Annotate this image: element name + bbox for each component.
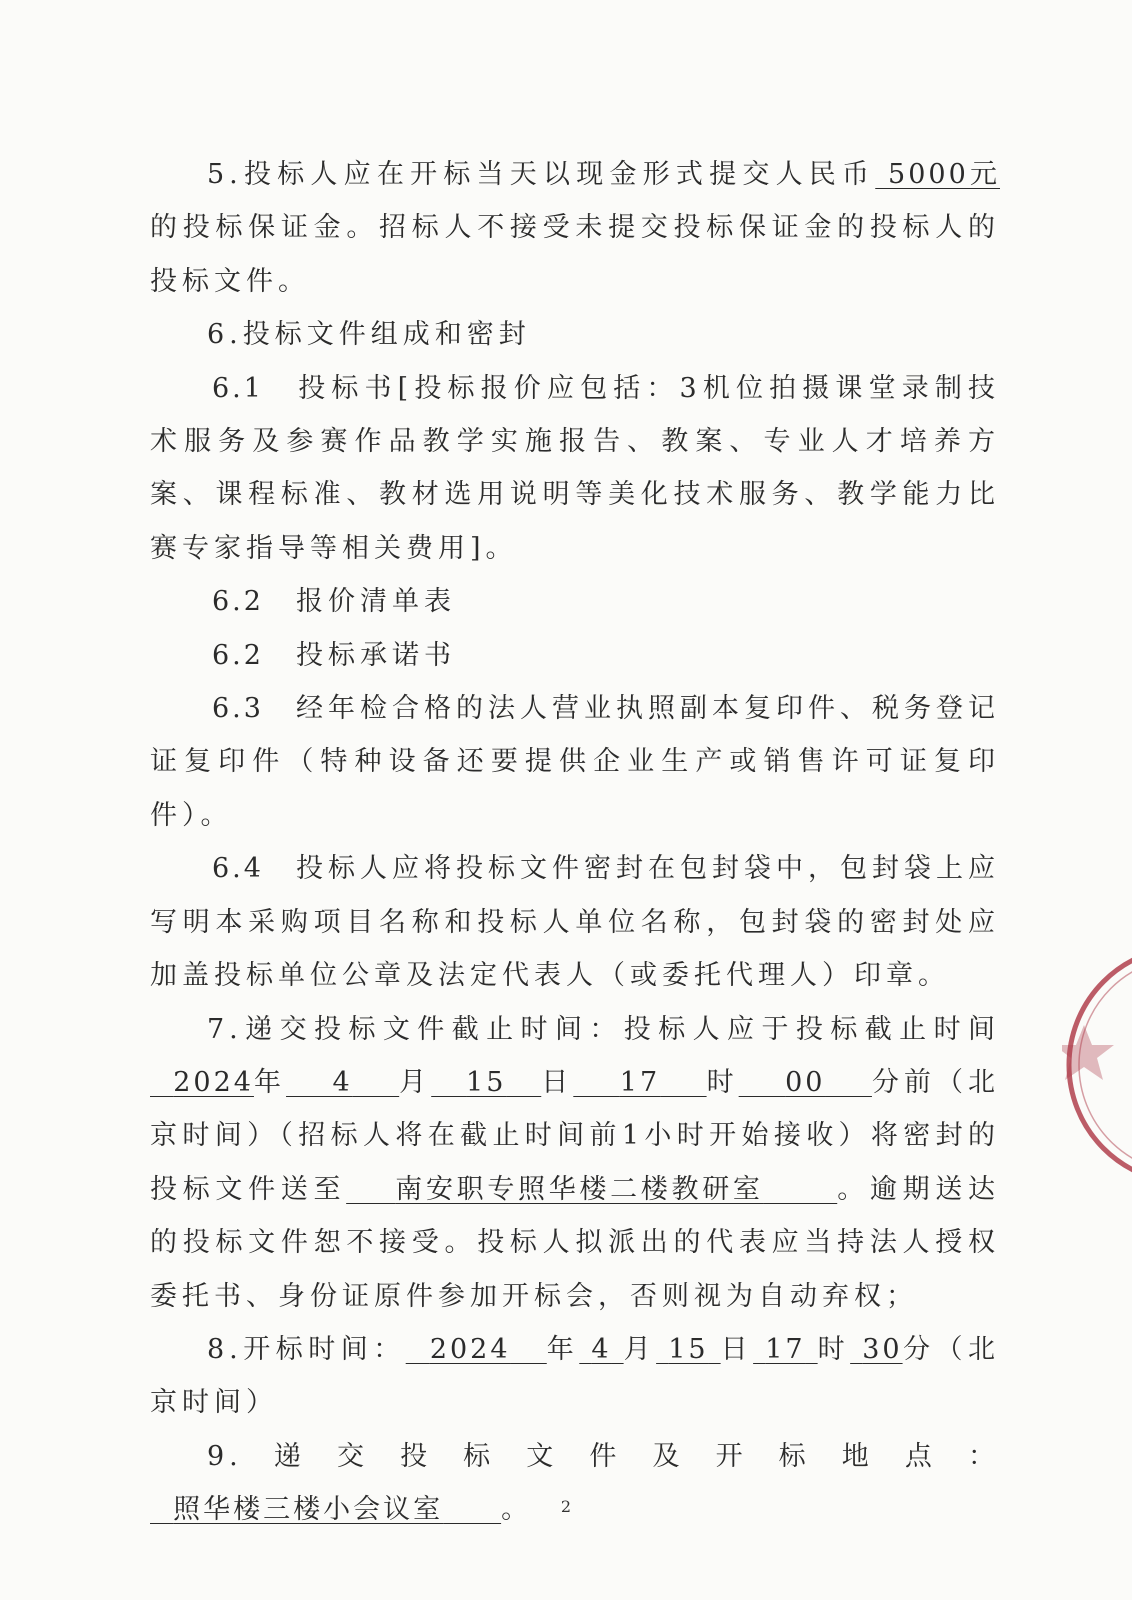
opening-month: [579, 1334, 623, 1365]
official-seal: [1062, 940, 1132, 1190]
deadline-month: [286, 1067, 399, 1098]
deadline-minute: [739, 1067, 872, 1098]
opening-minute-value: 30: [862, 1333, 903, 1365]
deadline-year-unit: 年: [253, 1066, 287, 1098]
venue-end: 。: [501, 1494, 534, 1526]
deadline-month-value: 4: [332, 1066, 353, 1098]
paragraph-6-2-commitment: [150, 629, 1000, 682]
section-number: 6.2: [212, 639, 264, 671]
paragraph-7: [150, 1003, 1000, 1323]
section-text: 投标人应将投标文件密封在包封袋中，包封袋上应写明本采购项目名称和投标人单位名称，包封袋的密封处应加盖投标单位公章及法定代表人（或委托代理人）印章。: [150, 853, 1001, 992]
opening-month-unit: 月: [623, 1333, 657, 1365]
deadline-month-unit: 月: [399, 1066, 432, 1098]
section-text: 投标承诺书: [295, 639, 456, 671]
deadline-year-value: 2024: [173, 1066, 254, 1098]
opening-year-unit: 年: [546, 1333, 580, 1365]
deadline-hour-unit: 时: [706, 1066, 739, 1098]
deadline-minute-value: 00: [785, 1066, 826, 1098]
deadline-year: [150, 1067, 254, 1098]
paragraph-6-3: [150, 682, 1000, 842]
opening-day-value: 15: [668, 1333, 709, 1365]
section-text: 报价清单表: [295, 586, 456, 618]
opening-minute: [850, 1334, 902, 1365]
section-number: 6.2: [212, 586, 264, 618]
deposit-clause-rest: 的投标保证金。招标人不接受未提交投标保证金的投标人的投标文件。: [150, 212, 1000, 297]
deadline-hour-value: 17: [619, 1066, 661, 1098]
opening-lead: 8.开标时间：: [207, 1333, 406, 1365]
section-text: 投标书[投标报价应包括：3机位拍摄课堂录制技术服务及参赛作品教学实施报告、教案、专业人才培养方案、课程标准、教材选用说明等美化技术服务、教学能力比赛专家指导等相关费用]。: [150, 372, 1000, 564]
opening-year-value: 2024: [429, 1333, 511, 1365]
deposit-amount: 5000元: [875, 159, 1000, 190]
page-number: 2: [560, 1497, 572, 1516]
venue-lead: 9.递交投标文件及开标地点：: [207, 1440, 1000, 1472]
submission-place-value: 南安职专照华楼二楼教研室: [395, 1173, 764, 1205]
deposit-clause: 5.投标人应在开标当天以现金形式提交人民币: [207, 159, 876, 190]
opening-day-unit: 日: [720, 1333, 754, 1365]
deadline-hour: [573, 1067, 706, 1098]
deadline-day-unit: 日: [541, 1066, 574, 1098]
opening-day: [656, 1334, 721, 1365]
section-number: 6.3: [212, 693, 264, 725]
opening-month-value: 4: [591, 1333, 612, 1365]
opening-hour-unit: 时: [817, 1333, 851, 1365]
opening-hour: [753, 1334, 818, 1365]
document-body: [150, 148, 1000, 1537]
opening-rest: 分（北京时间）: [150, 1333, 1001, 1419]
paragraph-5: [150, 148, 1000, 308]
section-text: 经年检合格的法人营业执照副本复印件、税务登记证复印件（特种设备还要提供企业生产或销售许可证复印件）。: [150, 693, 1001, 831]
deadline-rest: 。逾期送达的投标文件恕不接受。投标人拟派出的代表应当持法人授权委托书、身份证原件参加开标会，否则视为自动弃权；: [150, 1173, 1001, 1312]
paragraph-8: [150, 1323, 1000, 1430]
paragraph-9: [150, 1430, 1000, 1537]
deadline-day: [431, 1067, 541, 1098]
seal-star-icon: [1062, 1025, 1114, 1080]
submission-place: [346, 1174, 837, 1205]
opening-year: [406, 1334, 547, 1365]
deadline-minute-unit: 分前（北京时间）（招标人将在截止时间前1小时开始接收）将密封的投标文件送至: [150, 1066, 1001, 1205]
paragraph-6-heading: 6.投标文件组成和密封: [207, 319, 531, 351]
paragraph-6-1: [150, 362, 1000, 576]
opening-hour-value: 17: [765, 1333, 806, 1365]
section-number: 6.1: [212, 372, 264, 404]
section-number: 6.4: [212, 853, 264, 885]
paragraph-6-2-price-list: [150, 575, 1000, 628]
seal-graphic: [1062, 940, 1132, 1190]
venue-place-value: 照华楼三楼小会议室: [173, 1494, 444, 1526]
deadline-day-value: 15: [466, 1066, 507, 1098]
deadline-lead: 7.递交投标文件截止时间：投标人应于投标截止时间: [207, 1013, 1000, 1045]
paragraph-6-4: [150, 842, 1000, 1002]
